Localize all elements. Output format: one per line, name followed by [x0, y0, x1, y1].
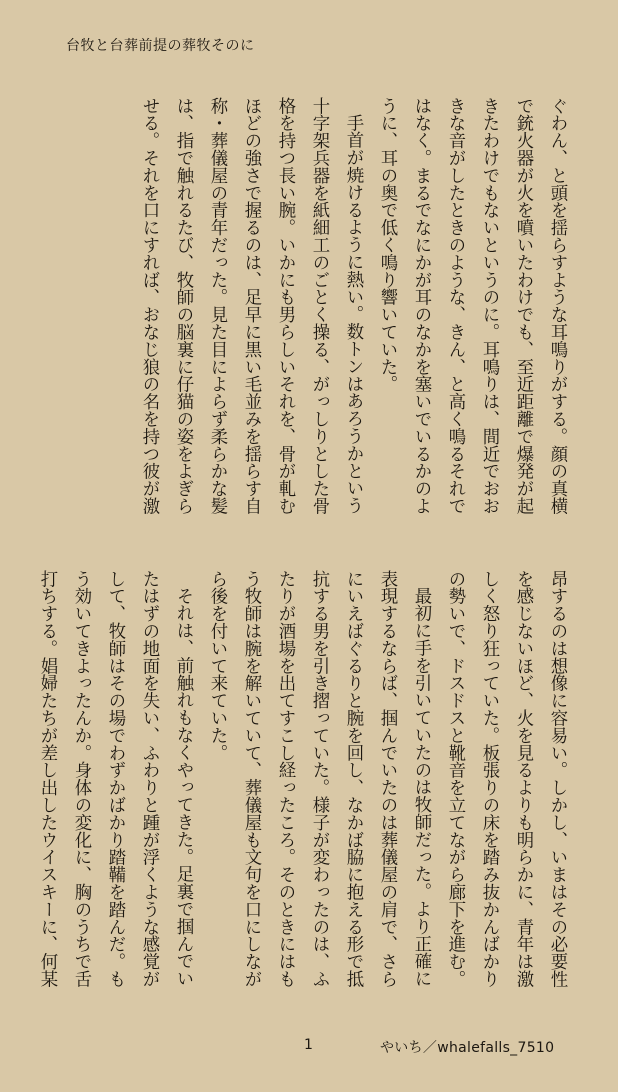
paragraph: ぐわん、と頭を揺らすような耳鳴りがする。顔の真横で銃火器が火を噴いたわけでも、至近距離で爆発が起きたわけでもないというのに。耳鳴りは、間近でおおきな音がしたときのような、きん、と高く鳴るそれではなく。まるでなにかが耳のなかを塞いでいるかのように、耳の奥で低く鳴り響いていた。 — [377, 97, 567, 515]
text-block-top — [132, 97, 574, 529]
page-header-title: 台牧と台葬前提の葬牧そのに — [66, 38, 255, 54]
text-block-bottom — [30, 570, 574, 1002]
paragraph: 手首が焼けるように熱い。数トンはあろうかという十字架兵器を紙細工のごとく操る、がっしりとした骨格を持つ長い腕。いかにも男らしいそれを、骨が軋むほどの強さで握るのは、足早に黒い毛並みを揺らす自称・葬儀屋の青年だった。見た目によらず柔らかな髪は、指で触れるたび、牧師の脳裏に仔猫の姿をよぎらせる。それを口にすれば、おなじ狼の名を持つ彼が激 — [139, 97, 363, 515]
paragraph: 昂するのは想像に容易い。しかし、いまはその必要性を感じないほど、火を見るよりも明らかに、青年は激しく怒り狂っていた。板張りの床を踏み抜かんばかりの勢いで、ドスドスと靴音を立てながら廊下を進む。 — [445, 570, 567, 988]
page-number: 1 — [304, 1037, 313, 1053]
author-credit: やいち／whalefalls_7510 — [380, 1040, 555, 1056]
paragraph: 最初に手を引いていたのは牧師だった。より正確に表現するならば、掴んでいたのは葬儀屋の肩で、さらにいえばぐるりと腕を回し、なかば脇に抱える形で抵抗する男を引き摺っていた。様子が変わったのは、ふたりが酒場を出てすこし経ったころ。そのときにはもう牧師は腕を解いていて、葬儀屋も文句を口にしながら後を付いて来ていた。 — [207, 570, 431, 988]
paragraph: それは、前触れもなくやってきた。足裏で掴んでいたはずの地面を失い、ふわりと踵が浮くような感覚がして、牧師はその場でわずかばかり踏鞴を踏んだ。もう効いてきよったんか。身体の変化に、胸のうちで舌打ちする。娼婦たちが差し出したウイスキーに、何某 — [37, 570, 193, 988]
